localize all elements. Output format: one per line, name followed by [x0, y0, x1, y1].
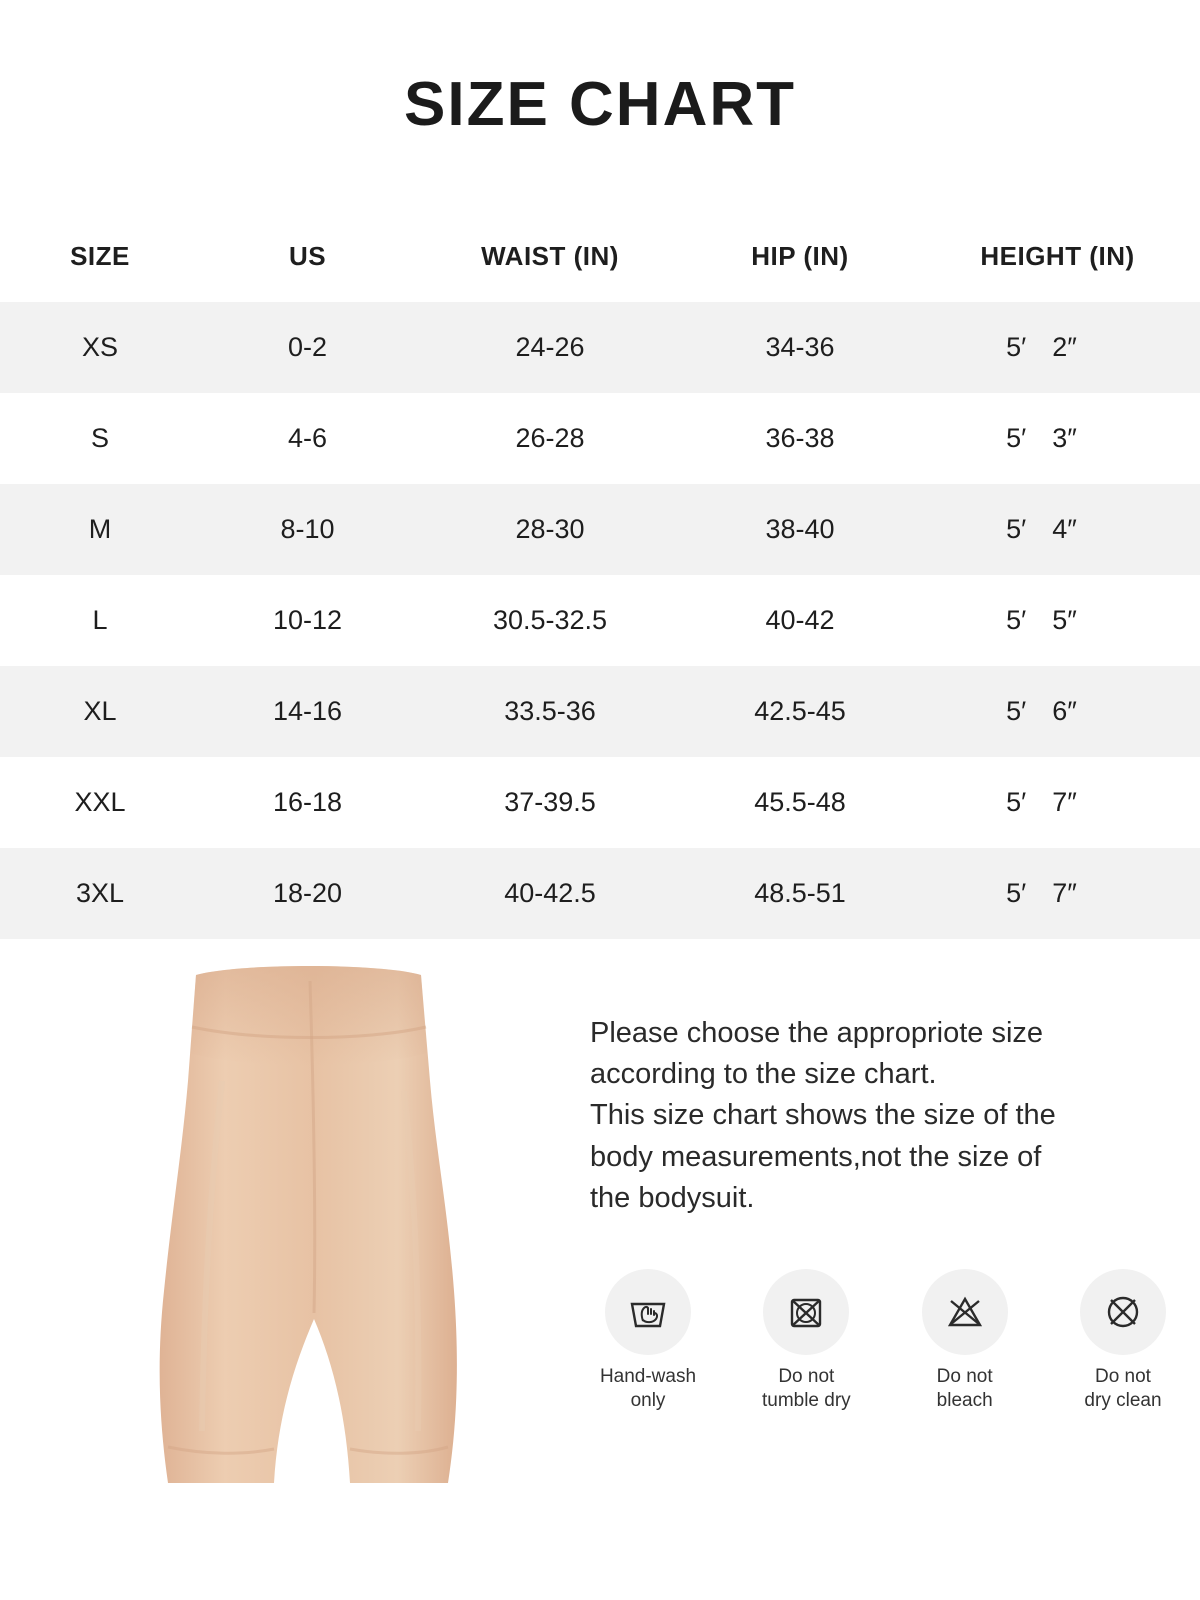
note-line-3: This size chart shows the size of the — [590, 1099, 1056, 1132]
size-table-header — [0, 210, 1200, 302]
no-bleach-icon — [922, 1269, 1008, 1355]
cell-hip: 48.5-51 — [754, 878, 846, 908]
cell-waist: 40-42.5 — [504, 878, 596, 908]
height-inches: 3″ — [1052, 423, 1077, 453]
cell-height — [915, 484, 1200, 575]
care-item-no-bleach — [895, 1269, 1035, 1413]
cell-size: XXL — [74, 787, 126, 817]
care-label-line-2: only — [630, 1389, 666, 1411]
cell-hip: 34-36 — [765, 332, 835, 362]
height-inches: 2″ — [1052, 332, 1077, 362]
cell-us: 16-18 — [272, 787, 343, 817]
care-label-line-1: Do not — [1094, 1366, 1151, 1387]
cell-size: XL — [83, 696, 117, 726]
cell-height — [915, 666, 1200, 757]
care-item-no-tumble-dry — [736, 1269, 876, 1413]
table-row — [0, 302, 1200, 393]
note-line-2: according to the size chart. — [590, 1058, 937, 1091]
cell-waist: 30.5-32.5 — [492, 605, 608, 635]
cell-us: 10-12 — [272, 605, 343, 635]
height-feet: 5′ — [1006, 878, 1027, 908]
care-label-line-1: Hand-wash — [599, 1366, 697, 1387]
page-title: SIZE CHART — [404, 70, 796, 139]
table-row — [0, 484, 1200, 575]
cell-waist: 33.5-36 — [504, 696, 596, 726]
care-label — [578, 1365, 718, 1413]
cell-size: 3XL — [75, 878, 125, 908]
hand-wash-icon — [605, 1269, 691, 1355]
table-row — [0, 757, 1200, 848]
cell-height — [915, 575, 1200, 666]
cell-size: XS — [81, 332, 119, 362]
size-table-container — [0, 210, 1200, 939]
height-feet: 5′ — [1006, 696, 1027, 726]
care-instructions-row — [578, 1269, 1193, 1413]
height-inches: 7″ — [1052, 787, 1077, 817]
cell-hip: 38-40 — [765, 514, 835, 544]
cell-us: 0-2 — [287, 332, 328, 362]
care-label — [895, 1365, 1035, 1413]
table-row — [0, 575, 1200, 666]
height-inches: 4″ — [1052, 514, 1077, 544]
table-row — [0, 666, 1200, 757]
shapewear-shorts-illustration — [118, 961, 498, 1501]
height-inches: 5″ — [1052, 605, 1077, 635]
column-header-height: HEIGHT (IN) — [980, 240, 1135, 271]
care-item-hand-wash — [578, 1269, 718, 1413]
page-title-container — [0, 0, 1200, 139]
care-item-no-dry-clean — [1053, 1269, 1193, 1413]
cell-height — [915, 393, 1200, 484]
column-header-waist: WAIST (IN) — [481, 240, 619, 271]
cell-waist: 37-39.5 — [504, 787, 596, 817]
cell-size: M — [88, 514, 112, 544]
size-note — [590, 1013, 1160, 1219]
column-header-us: US — [288, 240, 327, 271]
note-line-4: body measurements,not the size of — [590, 1140, 1042, 1173]
cell-waist: 28-30 — [515, 514, 585, 544]
cell-us: 4-6 — [287, 423, 328, 453]
column-header-hip: HIP (IN) — [751, 240, 849, 271]
cell-waist: 24-26 — [515, 332, 585, 362]
no-dry-clean-icon — [1080, 1269, 1166, 1355]
size-table — [0, 210, 1200, 939]
cell-us: 8-10 — [280, 514, 335, 544]
note-line-1: Please choose the appropriote size — [590, 1017, 1044, 1049]
cell-height — [915, 757, 1200, 848]
care-label-line-2: dry clean — [1084, 1389, 1162, 1411]
height-feet: 5′ — [1006, 514, 1027, 544]
cell-size: L — [92, 605, 108, 635]
bottom-section — [0, 951, 1200, 1551]
cell-size: S — [90, 423, 109, 453]
cell-us: 18-20 — [272, 878, 343, 908]
cell-hip: 40-42 — [765, 605, 835, 635]
care-label — [736, 1365, 876, 1413]
care-label-line-2: bleach — [936, 1389, 993, 1411]
care-label-line-2: tumble dry — [761, 1389, 851, 1411]
height-inches: 6″ — [1052, 696, 1077, 726]
cell-hip: 45.5-48 — [754, 787, 846, 817]
height-inches: 7″ — [1052, 878, 1077, 908]
table-row — [0, 848, 1200, 939]
no-tumble-dry-icon — [763, 1269, 849, 1355]
cell-height — [915, 302, 1200, 393]
cell-height — [915, 848, 1200, 939]
height-feet: 5′ — [1006, 605, 1027, 635]
product-image-column — [0, 951, 560, 1551]
table-row — [0, 393, 1200, 484]
cell-hip: 42.5-45 — [754, 696, 846, 726]
care-label-line-1: Do not — [778, 1366, 835, 1387]
note-line-5: the bodysuit. — [590, 1181, 755, 1214]
notes-and-care-column — [560, 951, 1200, 1551]
column-header-size: SIZE — [70, 240, 130, 271]
care-label — [1053, 1365, 1193, 1413]
height-feet: 5′ — [1006, 332, 1027, 362]
care-label-line-1: Do not — [936, 1366, 993, 1387]
cell-waist: 26-28 — [515, 423, 585, 453]
height-feet: 5′ — [1006, 423, 1027, 453]
size-table-body — [0, 302, 1200, 939]
cell-us: 14-16 — [272, 696, 343, 726]
cell-hip: 36-38 — [765, 423, 835, 453]
table-header-row — [0, 210, 1200, 302]
height-feet: 5′ — [1006, 787, 1027, 817]
